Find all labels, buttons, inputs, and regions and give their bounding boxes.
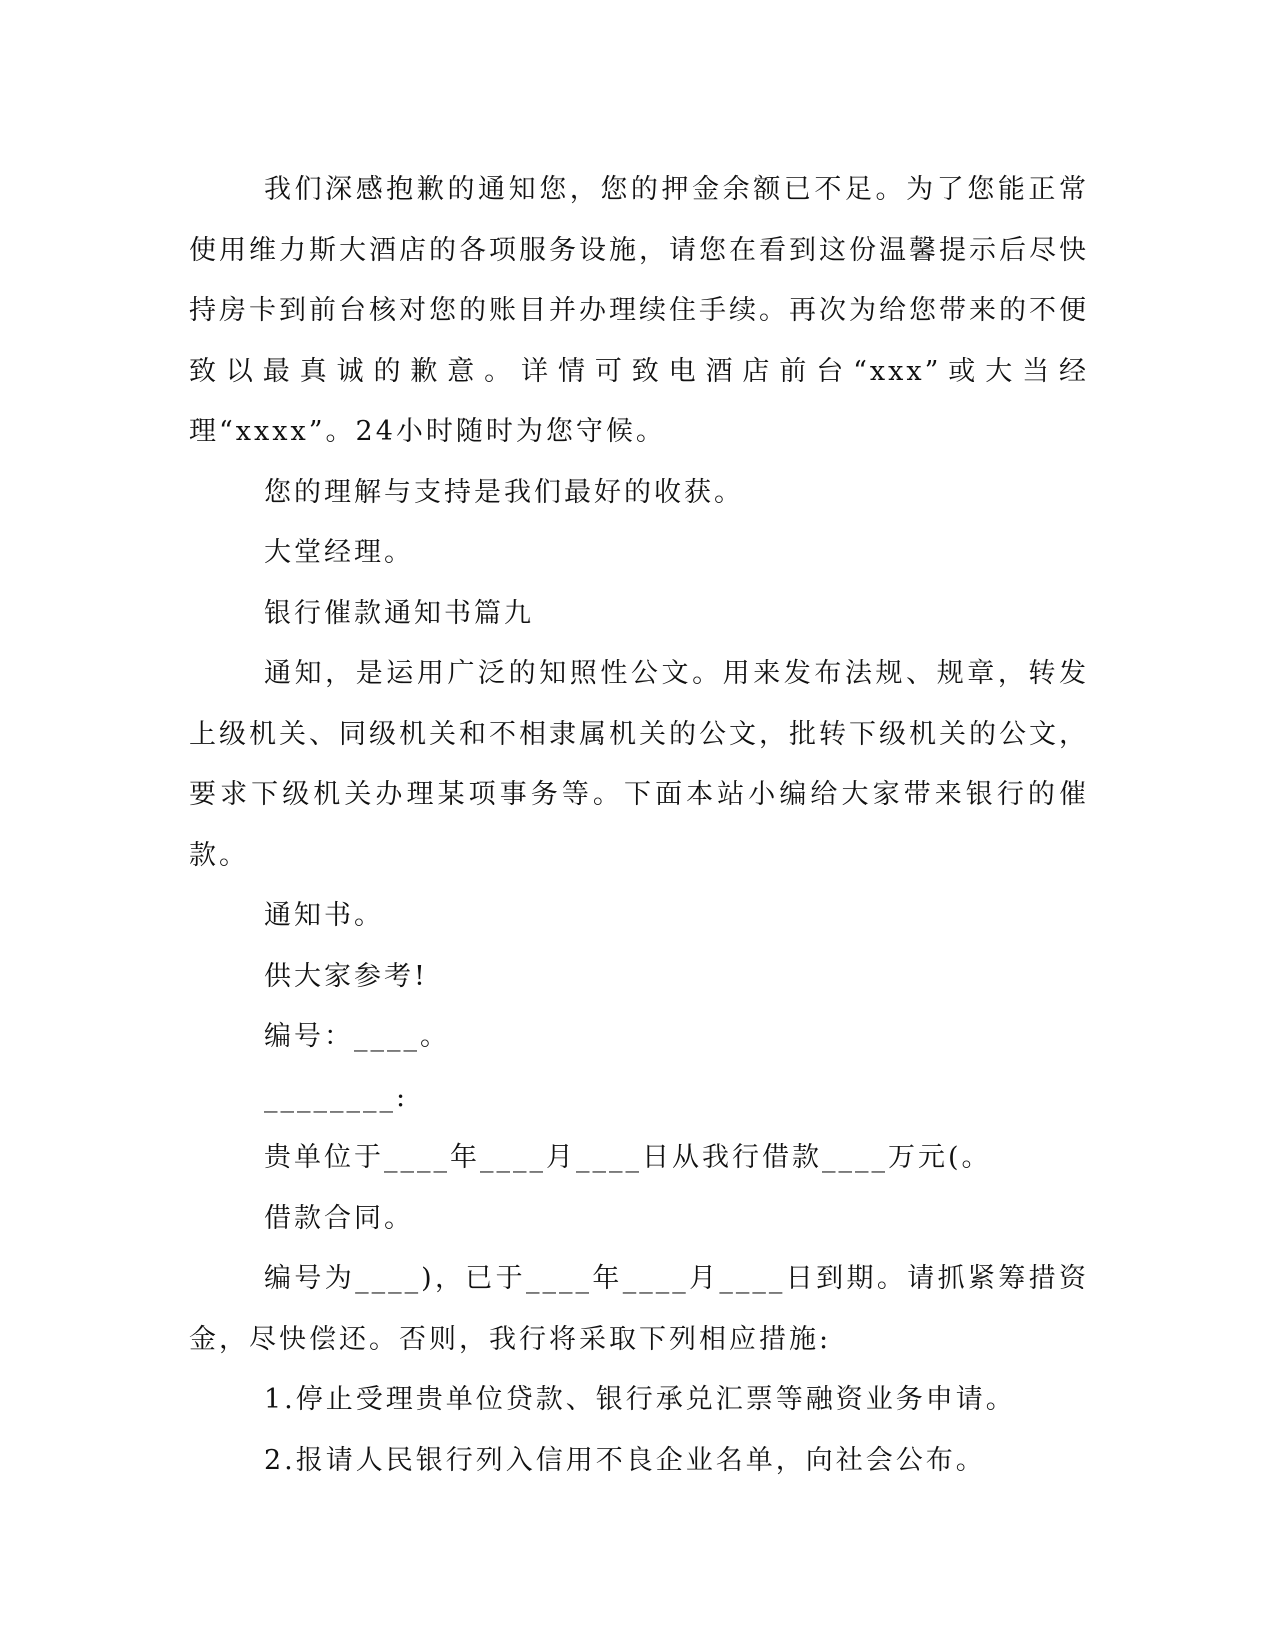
- paragraph-measure-2: 2.报请人民银行列入信用不良企业名单，向社会公布。: [264, 1444, 986, 1476]
- paragraph-serial-number: 编号：____。: [264, 1021, 450, 1052]
- paragraph-notice-book: 通知书。: [264, 900, 384, 931]
- paragraph-signature: 大堂经理。: [264, 537, 414, 568]
- paragraph-measure-1: 1.停止受理贵单位贷款、银行承兑汇票等融资业务申请。: [264, 1384, 1016, 1415]
- paragraph-loan-date: 贵单位于____年____月____日从我行借款____万元(。: [264, 1142, 992, 1173]
- paragraph-due-date: 编号为____)，已于____年____月____日到期。请抓紧筹措资金，尽快偿还。否则，我行将采取下列相应措施:: [189, 1263, 1089, 1355]
- paragraph-thanks: 您的理解与支持是我们最好的收获。: [264, 476, 744, 508]
- paragraph-deposit-notice: 我们深感抱歉的通知您，您的押金余额已不足。为了您能正常使用维力斯大酒店的各项服务设施，请您在看到这份温馨提示后尽快持房卡到前台核对您的账目并办理续住手续。再次为给您带来的不便致以最真诚的歉意。详情可致电酒店前台“xxx”或大当经理“xxxx”。24小时随时为您守候。: [189, 174, 1089, 447]
- document-body: [189, 160, 1089, 1491]
- section-heading: 银行催款通知书篇九: [264, 597, 534, 629]
- paragraph-loan-contract: 借款合同。: [264, 1202, 414, 1234]
- paragraph-notice-intro: 通知，是运用广泛的知照性公文。用来发布法规、规章，转发上级机关、同级机关和不相隶属机关的公文，批转下级机关的公文，要求下级机关办理某项事务等。下面本站小编给大家带来银行的催款。: [189, 658, 1089, 871]
- paragraph-for-reference: 供大家参考!: [264, 960, 428, 992]
- paragraph-addressee: ________:: [264, 1081, 409, 1113]
